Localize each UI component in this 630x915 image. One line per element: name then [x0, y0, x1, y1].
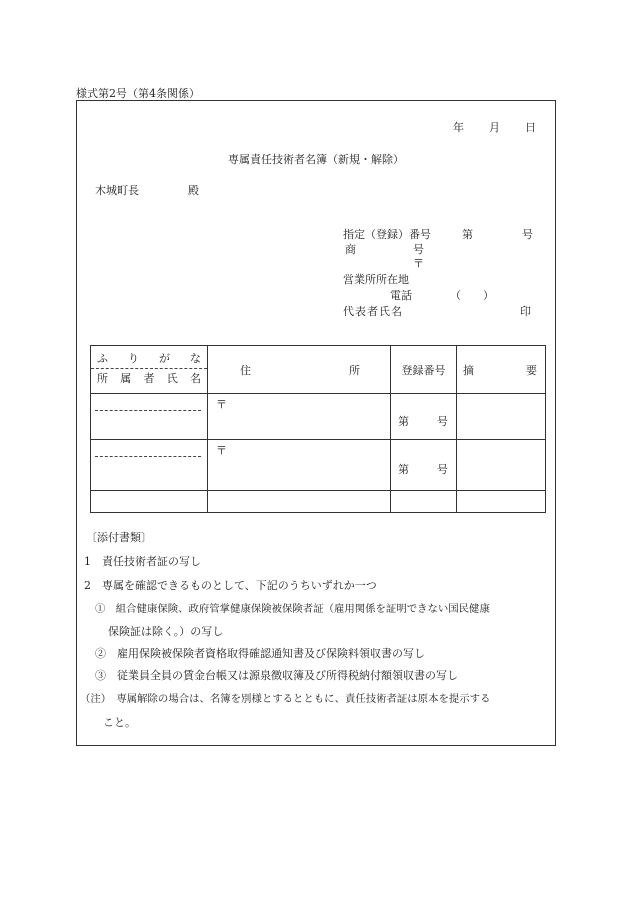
address-cell[interactable]: 〒 — [208, 440, 391, 491]
member-name-header: 所 属 者 氏 名 — [97, 372, 201, 385]
address-cell[interactable] — [208, 491, 391, 513]
office-address-label: 営業所所在地 — [343, 273, 409, 286]
attachment-sub-2: ② 雇用保険被保険者資格取得確認通知書及び保険料領収書の写し — [95, 647, 425, 660]
remarks-header-cell — [457, 346, 546, 394]
reg-no-header-cell: 登録番号 — [391, 346, 457, 394]
table-row — [91, 440, 546, 491]
address-cell[interactable]: 〒 — [208, 394, 391, 440]
addressee-name: 木城町長 — [95, 184, 139, 197]
note-line-1: （注） 専属解除の場合は、名簿を別様とするとともに、責任技術者証は原本を提示する — [80, 693, 491, 705]
attachment-sub-1-line-1: ① 組合健康保険、政府管掌健康保険被保険者証（雇用関係を証明できない国民健康 — [95, 603, 490, 615]
document-title: 専属責任技術者名簿（新規・解除） — [228, 153, 404, 166]
remarks-header-2: 要 — [526, 363, 537, 377]
postal-mark: 〒 — [413, 257, 424, 270]
remarks-cell[interactable] — [457, 491, 546, 513]
remarks-cell[interactable] — [457, 394, 546, 440]
attachment-item-2: 2 専属を確認できるものとして、下記のうちいずれか一つ — [84, 579, 377, 592]
table-row — [91, 491, 546, 513]
trade-name-label-2: 号 — [413, 243, 424, 256]
date-day: 日 — [525, 121, 536, 134]
reg-no-label: 指定（登録）番号 — [343, 228, 431, 241]
reg-no-dai: 第 — [462, 228, 473, 241]
reg-no-cell[interactable] — [391, 491, 457, 513]
note-line-2: こと。 — [103, 716, 136, 729]
attachment-item-1: 1 責任技術者証の写し — [84, 555, 201, 568]
address-header-cell — [208, 346, 391, 394]
table-header-row — [91, 346, 546, 394]
table-row — [91, 394, 546, 440]
seal-mark: 印 — [520, 305, 531, 318]
attachments-heading: 〔添付書類〕 — [86, 531, 152, 544]
name-header-cell — [91, 346, 208, 394]
date-month: 月 — [489, 121, 500, 134]
remarks-cell[interactable] — [457, 440, 546, 491]
name-cell[interactable] — [91, 491, 208, 513]
form-id: 様式第2号（第4条関係） — [76, 87, 200, 100]
representative-label: 代表者氏名 — [343, 305, 403, 318]
reg-no-go: 号 — [522, 228, 533, 241]
phone-parens: （ ） — [450, 289, 494, 302]
trade-name-label-1: 商 — [345, 243, 356, 256]
phone-label: 電話 — [390, 289, 412, 302]
reg-no-cell[interactable]: 第 号 — [391, 394, 457, 440]
furigana-header: ふ り が な — [91, 350, 207, 369]
address-header-2: 所 — [349, 363, 360, 377]
reg-no-cell[interactable]: 第 号 — [391, 440, 457, 491]
name-cell[interactable] — [91, 440, 208, 491]
attachment-sub-3: ③ 従業員全員の賃金台帳又は源泉徴収簿及び所得税納付額領収書の写し — [95, 669, 458, 682]
engineer-table — [90, 345, 546, 513]
address-header-1: 住 — [240, 363, 251, 377]
attachment-sub-1-line-2: 保険証は除く。）の写し — [108, 625, 224, 638]
addressee-honorific: 殿 — [188, 184, 199, 197]
date-year: 年 — [453, 121, 464, 134]
name-cell[interactable] — [91, 394, 208, 440]
remarks-header-1: 摘 — [463, 363, 474, 377]
